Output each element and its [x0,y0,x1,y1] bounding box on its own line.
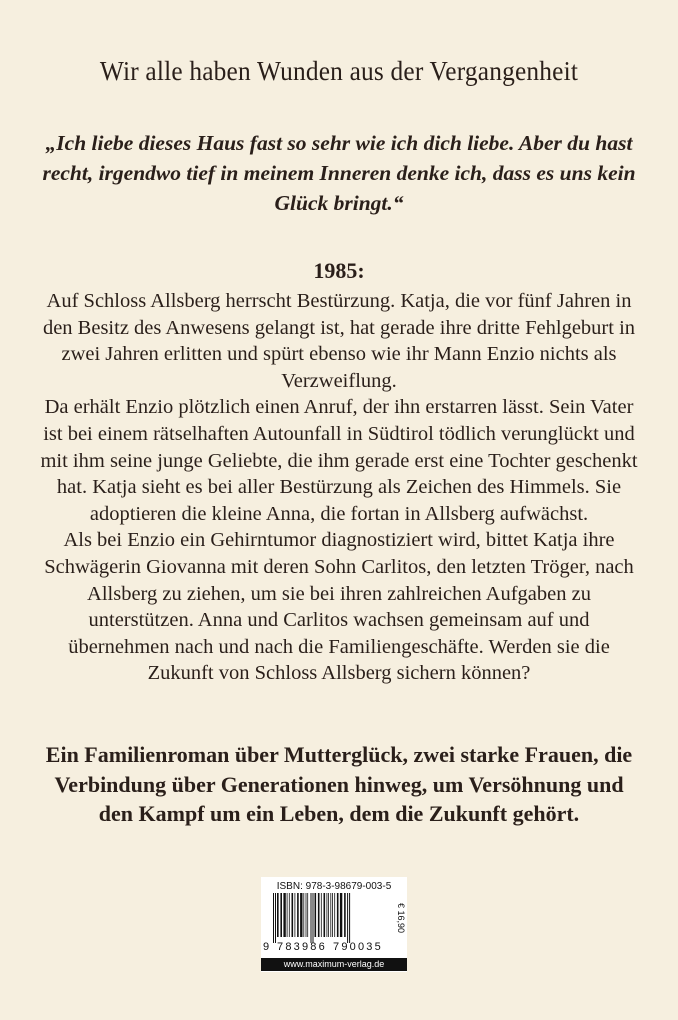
synopsis-paragraph: Auf Schloss Allsberg herrscht Bestürzung. Katja, die vor fünf Jahren in den Besitz des Anwesens gelangt ist, hat gerade ihre dritte Fehlgeburt in zwei Jahren erlitten und spürt ebenso wie ihr Mann Enzio nichts als Verzweiflung. [42,290,636,392]
barcode-bar [349,893,350,943]
barcode-bar [283,893,285,937]
barcode-bar [297,893,299,937]
barcode-bar [277,893,279,937]
synopsis [40,288,638,687]
barcode-bar [327,893,328,937]
barcode-digits-left: 783986 [277,941,327,953]
isbn-label: ISBN: 978-3-98679-003-5 [276,881,392,892]
barcode-bar [321,893,322,937]
barcode-bar [347,893,348,943]
quote: „Ich liebe dieses Haus fast so sehr wie ich dich liebe. Aber du hast recht, irgendwo tief in meinem Inneren denke ich, dass es uns kein Glück bringt.“ [42,131,636,215]
barcode-bar [315,893,317,937]
barcode-bar [289,893,290,937]
barcode-bar [340,893,342,937]
year-heading: 1985: [313,258,365,283]
barcode-bar [292,893,294,937]
barcode-bar [313,893,314,943]
barcode-bar [300,893,302,937]
barcode-bar [306,893,307,937]
barcode-bar [280,893,282,937]
barcode-bar [328,893,329,937]
synopsis-paragraph: Da erhält Enzio plötzlich einen Anruf, der ihn erstarren lässt. Sein Vater ist bei einem rätselhaften Autounfall in Südtirol tödlich verunglückt und mit ihm seine junge Geliebte, die ihm gerade erst eine Tochter geschenkt hat. Katja sieht es bei aller Bestürzung als Zeichen des Himmels. Sie adoptieren die kleine Anna, die fortan in Allsberg aufwächst. [40,396,638,525]
barcode-box [261,877,407,972]
barcode-bar [324,893,326,937]
synopsis-paragraph: Als bei Enzio ein Gehirntumor diagnostiziert wird, bittet Katja ihre Schwägerin Giovanna mit deren Sohn Carlitos, den letzten Tröger, nach Allsberg zu ziehen, um sie bei ihren zahlreichen Aufgaben zu unterstützen. Anna und Carlitos wachsen gemeinsam auf und übernehmen nach und nach die Familiengeschäfte. Werden sie die Zukunft von Schloss Allsberg sichern können? [44,529,634,685]
tagline: Ein Familienroman über Mutterglück, zwei starke Frauen, die Verbindung über Generationen hinweg, um Versöhnung und den Kampf um ein Leben, dem die Zukunft gehört. [45,742,633,826]
barcode-bar [334,893,335,937]
barcode-bar [332,893,333,937]
publisher-website: www.maximum-verlag.de [261,958,407,971]
barcode-bar [307,893,308,937]
price-label: € 16,90 [396,902,406,934]
barcode-digits-right: 790035 [333,941,383,953]
headline: Wir alle haben Wunden aus der Vergangenheit [99,56,579,86]
barcode-bar [344,893,346,937]
barcode-digits [261,941,397,955]
barcode-bar [273,893,274,943]
barcode-bar [311,893,312,943]
barcode-bar [318,893,320,937]
barcode-bar [337,893,339,937]
barcode-bar [287,893,288,937]
barcode-bar [330,893,331,937]
barcode-bar [295,893,296,937]
barcode-bar [303,893,304,937]
barcode-digit-lead: 9 [263,941,270,953]
barcode-bar [275,893,276,943]
barcode-bars [263,893,393,943]
